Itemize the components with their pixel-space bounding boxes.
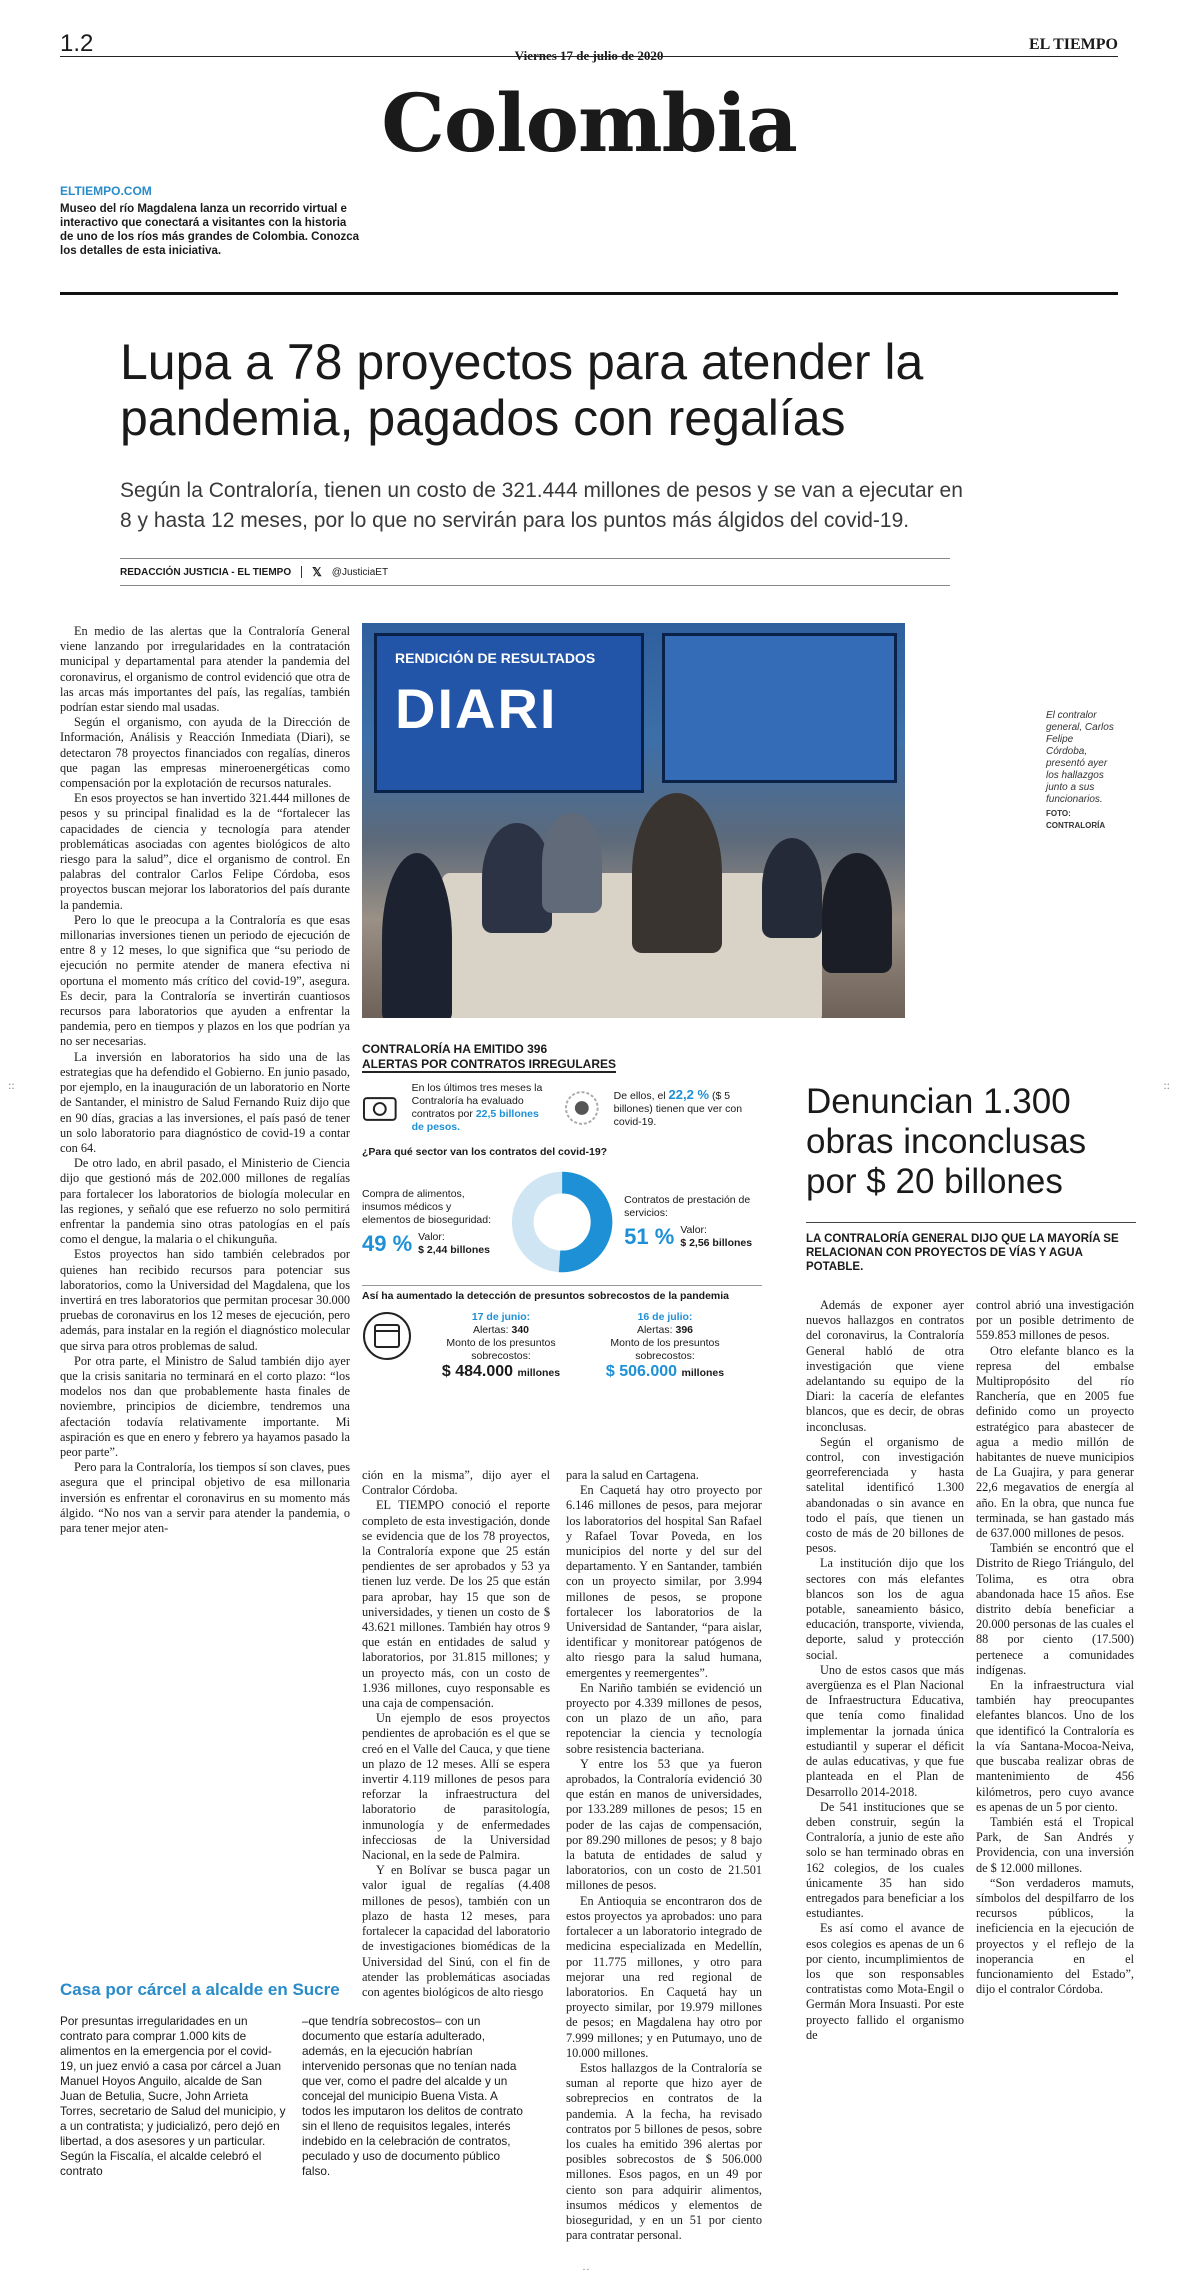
brief-column-1: Por presuntas irregularidades en un contrato para comprar 1.000 kits de alimentos en la emergencia por el covid-19, un juez envió a casa por cárcel a Juan Manuel Hoyos Anguilo, alcalde de San Juan de Betulia, Sucre, John Arrieta Torres, secretario de Salud del municipio, y a un contratista; y judicializó, pero dejó en libertad, a dos asesores y un particular. Según la Fiscalía, el alcalde celebró el contrato <box>60 2014 286 2178</box>
paragraph: Además de exponer ayer nuevos hallazgos en contratos del coronavirus, la Contraloría General habló de otra investigación que viene adelantando su equipo de la Diari: la cacería de elefantes blancos, que es decir, de obras inconclusas. <box>806 1298 964 1434</box>
june-detection: 17 de junio: Alertas: 340 Monto de los presuntos sobrecostos: $ 484.000 millones <box>441 1311 561 1380</box>
article-deck: Según la Contraloría, tienen un costo de 321.444 millones de pesos y se van a ejecutar en 8 y hasta 12 meses, por lo que no servirán para los puntos más álgidos del covid-19. <box>120 479 963 532</box>
top-divider <box>60 56 1118 57</box>
sidebar-column-2 <box>976 1298 1134 1997</box>
byline-separator <box>301 566 302 578</box>
promo-text: Museo del río Magdalena lanza un recorrido virtual e interactivo que conectará a visitantes con la historia de uno de los ríos más grandes de Colombia. Conozca los detalles de esta iniciativa. <box>60 203 360 257</box>
brief-headline: Casa por cárcel a alcalde en Sucre <box>60 1980 340 1999</box>
paragraph: Según el organismo de control, con investigación georreferenciada y hasta satelital identificó 1.300 abandonadas o sin avance en todo el país, que tienen un costo de más de 20 billones de pesos. <box>806 1434 964 1556</box>
paragraph: Uno de estos casos que más avergüenza es el Plan Nacional de Infraestructura Educativa, que tenía como finalidad implementar la jornada única estudiantil y superar el déficit de aulas educativas, y que fue planteada en el Plan de Desarrollo 2014-2018. <box>806 1662 964 1799</box>
paragraph: para la salud en Cartagena. <box>566 1468 699 1482</box>
paragraph: En la infraestructura vial también hay preocupantes elefantes blancos. Uno de los que identificó la Contraloría es la vía Santana-Mocoa-Neiva, que buscaba realizar obras de mantenimiento de 456 kilómetros, pero cuyo avance es apenas de un 5 por ciento. <box>976 1678 1134 1814</box>
photo-person <box>632 793 722 953</box>
paragraph: En medio de las alertas que la Contraloría General viene lanzando por irregularidades en la contratación municipal y departamental para atender la pandemia del coronavirus, el organismo de control evidenció que otra de las arcas más importantes del país, las regalías, también podrían estar siendo mal usadas. <box>60 624 350 715</box>
paragraph: También se encontró que el Distrito de Riego Triángulo, del Tolima, es otra obra abandonada hace 15 años. Ese distrito debía beneficiar a 20.000 personas de las cuales el 88 por ciento (17.500) pertenece a comunidades indígenas. <box>976 1541 1134 1677</box>
photo-person <box>822 853 892 973</box>
section-title: Colombia <box>381 76 797 170</box>
article-headline: Lupa a 78 proyectos para atender la pandemia, pagados con regalías <box>120 334 924 446</box>
issue-date: Viernes 17 de julio de 2020 <box>514 48 664 63</box>
paragraph: Pero lo que le preocupa a la Contraloría es que esas millonarias inversiones tienen un periodo de ejecución de entre 8 y 12 meses, lo que significa que “su periodo de ejecución no permite atender de manera efectiva ni oportuna el momento más crítico del covid-19”, asegura. Es decir, para la Contraloría se invertirán cuantiosos recursos para laboratorios que ayuden a enfrentar la pandemia, pero en tiempos y plazos en los que podrían ya no ser necesarias. <box>60 912 350 1049</box>
article-column-1 <box>60 624 350 1536</box>
paragraph: De otro lado, en abril pasado, el Ministerio de Ciencia dijo que gestionó más de 202.000 millones de regalías para fortalecer los laboratorios de biología molecular en las regiones, y señaló que ese refuerzo no solo permitirá enfrentar la pandemia sino otras patologías en el país como el dengue, la malaria o el chikunguña. <box>60 1156 350 1247</box>
screen-logo: DIARI <box>395 677 558 740</box>
paragraph: La institución dijo que los sectores con más elefantes blancos son los de agua potable, saneamiento básico, educación, transporte, vivienda, deporte, salud y protección social. <box>806 1556 964 1662</box>
photo-person <box>542 813 602 913</box>
paragraph: En Nariño también se evidenció un proyecto por 4.339 millones de pesos, con un plazo de un año, para repotenciar la ciencia y tecnología sobre resistencia bacteriana. <box>566 1680 762 1756</box>
left-percent: 49 % <box>362 1230 413 1256</box>
stat-evaluated: En los últimos tres meses la Contraloría ha evaluado contratos por 22,5 billones de pesos. <box>411 1082 543 1133</box>
paragraph: Pero para la Contraloría, los tiempos sí son claves, pues asegura que el principal objetivo de esa millonaria inversión es enfrentar el coronavirus en su momento más álgido. “No nos van a servir para atender la pandemia, o para tener mejor aten- <box>60 1460 350 1535</box>
paragraph: La inversión en laboratorios ha sido una de las estrategias que ha defendido el Gobierno. En junio pasado, por ejemplo, en la inauguración de un laboratorio en Norte de Santander, el ministro de Salud Fernando Ruiz dijo que en 90 días, gracias a las inversiones, el país pasó de tener un solo laboratorio para diagnóstico de covid-19 a contar con 64. <box>60 1049 350 1155</box>
calendar-icon <box>362 1311 412 1361</box>
paragraph: Un ejemplo de esos proyectos pendientes de aprobación es el que se creó en el Valle del Cauca, y que tiene un plazo de 12 meses. Allí se espera invertir 4.119 millones de pesos para reforzar la infraestructura del laboratorio de parasitología, inmunología y de enfermedades infecciosas de la Universidad Nacional, en la sede de Palmira. <box>362 1711 550 1863</box>
paragraph: ción en la misma”, dijo ayer el Contralor Córdoba. <box>362 1468 550 1498</box>
paragraph: De 541 instituciones que se deben construir, según la Contraloría, a junio de este año solo se han terminado obras en 162 colegios, de los cuales únicamente 35 han sido entregados para beneficiar a los estudiantes. <box>806 1799 964 1921</box>
paragraph: Y en Bolívar se busca pagar un valor igual de regalías (4.408 millones de pesos), también con un plazo de hasta 12 meses, para fortalecer la capacidad del laboratorio de investigaciones biomédicas de la Universidad del Sinú, con el fin de atender las problemáticas asociadas con agentes biológicos de alto riesgo <box>362 1863 550 1999</box>
virus-icon <box>564 1090 600 1126</box>
fold-marker-right: :: <box>1163 1078 1170 1092</box>
stat-covid: De ellos, el 22,2 % ($ 5 billones) tienen que ver con covid-19. <box>613 1086 743 1128</box>
paragraph: control abrió una investigación por un posible detrimento de 559.853 millones de pesos. <box>976 1298 1134 1343</box>
paragraph: En esos proyectos se han invertido 321.444 millones de pesos y su principal finalidad es la de “fortalecer las capacidades de ciencia y tecnología para atender problemáticas asociadas con agentes biológicos de alto riesgo para la salud”, dice el organismo de control. En palabras del contralor Carlos Felipe Córdoba, esos proyectos buscan mejorar los laboratorios del país durante la pandemia. <box>60 791 350 912</box>
paragraph: “Son verdaderos mamuts, símbolos del despilfarro de los recursos públicos, la ineficiencia en la ejecución de proyectos y el reflejo de la inoperancia en el funcionamiento del Estado”, dijo el contralor Córdoba. <box>976 1875 1134 1997</box>
paragraph: También está el Tropical Park, de San Andrés y Providencia, con una inversión de $ 12.000 millones. <box>976 1814 1134 1875</box>
sidebar-rule <box>806 1222 1136 1223</box>
right-percent: 51 % <box>624 1224 675 1249</box>
fold-marker-bottom: ·· <box>582 2262 590 2276</box>
sidebar-column-1 <box>806 1298 964 2043</box>
photo-credit: FOTO: CONTRALORÍA <box>1046 809 1106 830</box>
sidebar-headline: Denuncian 1.300 obras inconclusas por $ 20 billones <box>806 1082 1087 1201</box>
twitter-icon: 𝕏 <box>312 565 322 579</box>
paragraph: Es así como el avance de esos colegios es apenas de un 6 por ciento, incumplimientos de los que son responsables contratistas como Mota-Engil o Germán Mora Insuasti. Por este proyecto fallido el organismo de <box>806 1921 964 2042</box>
money-icon <box>362 1090 398 1126</box>
paragraph: Por otra parte, el Ministro de Salud también dijo ayer que la crisis sanitaria no terminará en el corto plazo: “los modelos nos dan que probablemente hasta finales de noviembre, principios de diciembre, tendremos una afectación todavía relativamente importante. Mi aspiración es que en enero y febrero ya hayamos pasado la peor parte”. <box>60 1353 350 1459</box>
infographic-title: CONTRALORÍA HA EMITIDO 396 ALERTAS POR CONTRATOS IRREGULARES <box>362 1042 617 1071</box>
byline-author: REDACCIÓN JUSTICIA - EL TIEMPO <box>120 566 292 578</box>
article-column-3 <box>566 1468 762 2243</box>
brief-column-2: –que tendría sobrecostos– con un documento que estaría adulterado, además, en la ejecución habrían intervenido personas que no tenían nada que ver, como el padre del alcalde y un concejal del municipio Buena Vista. A todos les imputaron los delitos de contrato sin el lleno de requisitos legales, interés indebido en la celebración de contratos, peculado y uso de documento público falso. <box>302 2014 523 2178</box>
caption-text: El contralor general, Carlos Felipe Córdoba, presentó ayer los hallazgos junto a sus funcionarios. <box>1046 710 1114 805</box>
paragraph: Según el organismo, con ayuda de la Dirección de Información, Análisis y Reacción Inmediata (Diari), se detectaron 78 proyectos financiados con regalías, dineros que pagan las empresas mineroenergéticas como compensación por la explotación de recursos naturales. <box>60 715 350 791</box>
newspaper-logo: EL TIEMPO <box>1028 36 1118 53</box>
page-number: 1.2 <box>60 30 94 57</box>
article-column-2 <box>362 1468 550 2000</box>
byline-twitter[interactable]: @JusticiaET <box>331 566 389 578</box>
sector-left: Compra de alimentos, insumos médicos y elementos de bioseguridad: 49 % Valor: $ 2,44 billones <box>362 1187 492 1256</box>
promo-source[interactable]: ELTIEMPO.COM <box>60 184 152 198</box>
fold-marker-left: :: <box>8 1078 15 1092</box>
photo-screen-right <box>662 633 897 783</box>
sector-right: Contratos de prestación de servicios: 51 % Valor: $ 2,56 billones <box>624 1194 753 1249</box>
photo-person <box>762 838 822 938</box>
article-byline <box>120 558 950 586</box>
paragraph: En Caquetá hay otro proyecto por 6.146 millones de pesos, para mejorar los laboratorios del hospital San Rafael y Rafael Tovar Poveda, en los municipios del norte y del sur del departamento. Y en Santander, también con un proyecto similar, por 3.994 millones de pesos, se propone fortalecer los laboratorios de la Universidad de Santander, “para aislar, identificar y monitorear patógenos de alto riesgo para la salud humana, emergentes y reemergentes”. <box>566 1483 762 1680</box>
july-detection: 16 de julio: Alertas: 396 Monto de los presuntos sobrecostos: $ 506.000 millones <box>605 1311 725 1380</box>
infographic <box>362 1042 762 1460</box>
detection-title: Así ha aumentado la detección de presuntos sobrecostos de la pandemia <box>362 1285 762 1303</box>
sidebar-deck: LA CONTRALORÍA GENERAL DIJO QUE LA MAYORÍA SE RELACIONAN CON PROYECTOS DE VÍAS Y AGUA POTABLE. <box>806 1233 1119 1273</box>
section-rule <box>60 292 1118 295</box>
paragraph: EL TIEMPO conoció el reporte completo de esta investigación, donde se evidencia que de los 78 proyectos, la Contraloría expone que 25 están pendientes de ser aprobados y 53 ya tienen luz verde. De los 25 que están para aprobar, hay 15 que son de universidades, y tienen un costo de $ 43.621 millones. También hay otros 9 que están en entidades de salud y laboratorios, por 31.815 millones; y un proyecto más, con un costo de 1.936 millones, cuyo responsable es una caja de compensación. <box>362 1498 550 1711</box>
paragraph: Y entre los 53 que ya fueron aprobados, la Contraloría evidenció 30 que están en manos de universidades, por 133.289 millones de pesos; 15 en poder de las cajas de compensación, por 89.290 millones de pesos; y 8 bajo la batuta de entidades de salud y laboratorios, con un costo de 21.501 millones de pesos. <box>566 1756 762 1893</box>
web-promo[interactable] <box>60 184 360 258</box>
photo-person <box>382 853 452 1018</box>
photo-caption <box>1046 710 1116 832</box>
paragraph: Estos proyectos han sido también celebrados por quienes han recibido recursos para potenciar sus laboratorios, como la Universidad del Magdalena, que los invertirá en tres laboratorios que permitan procesar 30.000 pruebas de coronavirus en los 12 meses de ejecución, pero además, para instalar en la región el diagnóstico molecular que sirva para otros problemas de salud. <box>60 1247 350 1353</box>
screen-title: RENDICIÓN DE RESULTADOS <box>395 650 596 666</box>
paragraph: Otro elefante blanco es la represa del embalse Multipropósito del río Ranchería, que en 2005 fue definido como un proyecto estratégico para abastecer de agua a medio millón de habitantes de nueve municipios de La Guajira, y para generar 22,6 megavatios de energía al año. En la obra, que nunca fue terminada, se han gastado más de 637.000 millones de pesos. <box>976 1343 1134 1541</box>
sector-donut-chart <box>508 1167 616 1277</box>
sector-question: ¿Para qué sector van los contratos del covid-19? <box>362 1146 608 1158</box>
paragraph: En Antioquia se encontraron dos de estos proyectos ya aprobados: uno para fortalecer a un laboratorio integrado de medicina especializada en Medellín, por 11.775 millones, y otro para mejorar una red regional de laboratorios. En Caquetá hay un proyecto similar, por 19.979 millones de pesos; en Magdalena hay otro por 7.999 millones; y en Putumayo, uno de 10.000 millones. <box>566 1893 762 2060</box>
paragraph: Estos hallazgos de la Contraloría se suman al reporte que hizo ayer de sobreprecios en contratos de la pandemia. A la fecha, ha revisado contratos por 5 billones de pesos, sobre los cuales ha emitido 396 alertas por posibles sobrecostos de $ 506.000 millones. Esos pagos, en un 49 por ciento son para adquirir alimentos, insumos médicos y elementos de bioseguridad, y en un 51 por ciento para contratar personal. <box>566 2060 762 2243</box>
photo-screen-left <box>374 633 644 793</box>
article-photo <box>362 623 905 1018</box>
